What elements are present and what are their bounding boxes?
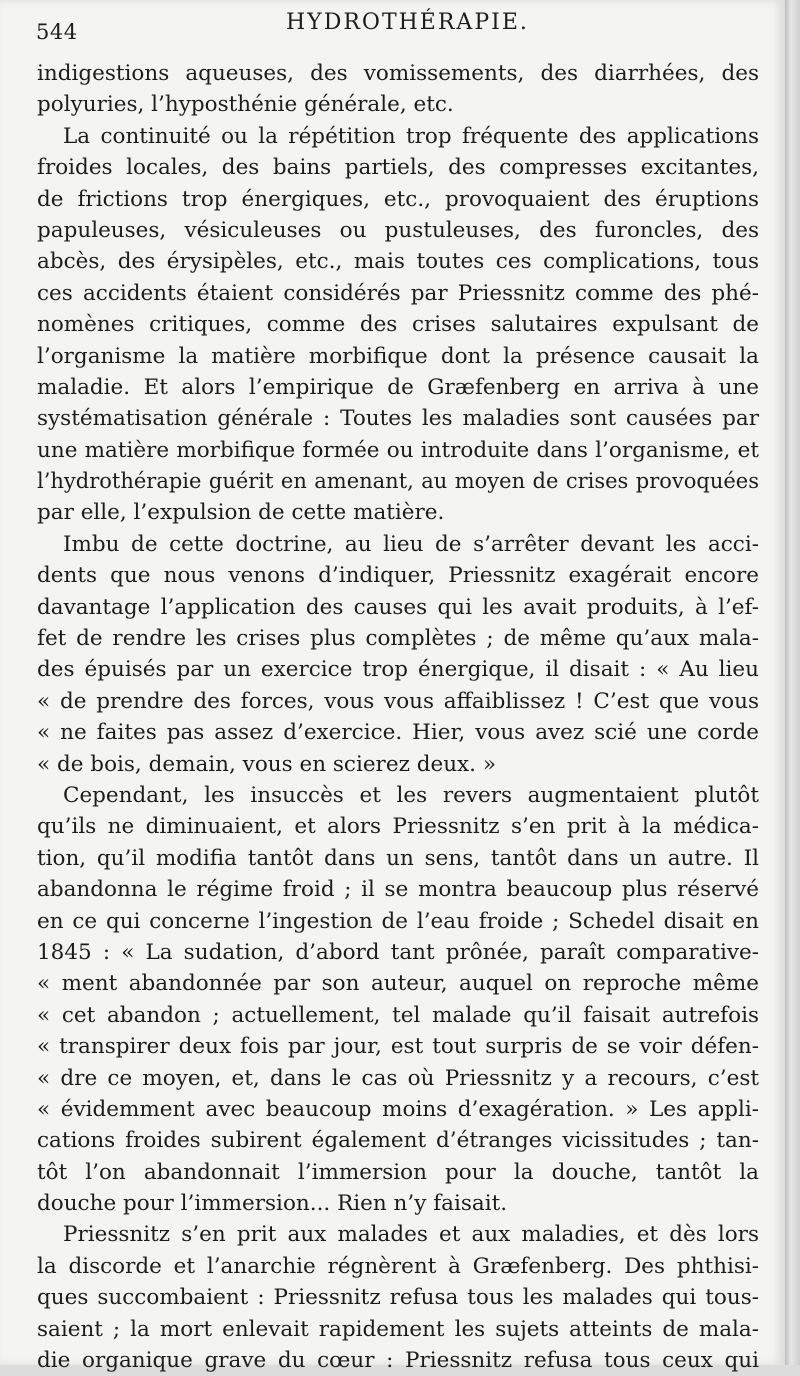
text-line: cations froides subirent également d’étranges vicissitudes ; tan- [37, 1128, 759, 1154]
text-line: 1845 : « La sudation, d’abord tant prônée, paraît comparative- [37, 939, 759, 965]
page-edge [785, 0, 800, 1365]
text-line: La continuité ou la répétition trop fréquente des applications [63, 123, 759, 149]
text-line: en ce qui concerne l’ingestion de l’eau froide ; Schedel disait en [37, 908, 759, 934]
text-line: saient ; la mort enlevait rapidement les sujets atteints de mala- [37, 1316, 759, 1342]
running-head [36, 10, 766, 44]
text-line: systématisation générale : Toutes les maladies sont causées par [37, 406, 759, 432]
running-title: HYDROTHÉRAPIE. [286, 10, 529, 35]
text-line: davantage l’application des causes qui les avait produits, à l’ef- [37, 594, 759, 620]
text-line: une matière morbifique formée ou introduite dans l’organisme, et [37, 437, 759, 463]
text-line: par elle, l’expulsion de cette matière. [37, 500, 445, 526]
text-line: « de prendre des forces, vous vous affaiblissez ! C’est que vous [37, 688, 759, 714]
text-line: papuleuses, vésiculeuses ou pustuleuses, des furoncles, des [37, 217, 759, 243]
text-line: dents que nous venons d’indiquer, Priessnitz exagérait encore [37, 563, 759, 589]
text-line: « transpirer deux fois par jour, est tout surpris de se voir défen- [37, 1034, 759, 1060]
text-line: fet de rendre les crises plus complètes ; de même qu’aux mala- [37, 626, 759, 652]
text-line: froides locales, des bains partiels, des compresses excitantes, [37, 155, 759, 181]
text-line: des épuisés par un exercice trop énergique, il disait : « Au lieu [37, 657, 759, 683]
text-line: « cet abandon ; actuellement, tel malade qu’il faisait autrefois [37, 1002, 759, 1028]
text-line: maladie. Et alors l’empirique de Græfenberg en arriva à une [37, 374, 759, 400]
text-line: l’hydrothérapie guérit en amenant, au moyen de crises provoquées [37, 469, 759, 494]
text-line: Imbu de cette doctrine, au lieu de s’arrêter devant les acci- [63, 531, 759, 557]
text-line: Cependant, les insuccès et les revers augmentaient plutôt [63, 782, 759, 808]
text-line: « ne faites pas assez d’exercice. Hier, vous avez scié une corde [37, 720, 759, 746]
text-line: Priessnitz s’en prit aux malades et aux maladies, et dès lors [63, 1222, 759, 1248]
text-line: douche pour l’immersion... Rien n’y faisait. [37, 1191, 508, 1217]
text-line: abandonna le régime froid ; il se montra beaucoup plus réservé [37, 877, 759, 903]
text-line: die organique grave du cœur : Priessnitz refusa tous ceux qui [37, 1348, 759, 1374]
text-line: ques succombaient : Priessnitz refusa tous les malades qui tous- [37, 1285, 759, 1311]
text-line: la discorde et l’anarchie régnèrent à Græfenberg. Des phthisi- [37, 1253, 759, 1279]
text-line: « évidemment avec beaucoup moins d’exagération. » Les appli- [37, 1096, 759, 1122]
text-line: tôt l’on abandonnait l’immersion pour la douche, tantôt la [37, 1159, 759, 1185]
text-line: « dre ce moyen, et, dans le cas où Priessnitz y a recours, c’est [37, 1065, 759, 1091]
text-line: abcès, des érysipèles, etc., mais toutes ces complications, tous [37, 249, 759, 275]
text-line: « de bois, demain, vous en scierez deux. » [37, 751, 497, 777]
text-line: tion, qu’il modifia tantôt dans un sens, tantôt dans un autre. Il [37, 845, 759, 871]
body-text [37, 58, 759, 1376]
text-line: l’organisme la matière morbifique dont la présence causait la [37, 343, 759, 369]
text-line: polyuries, l’hyposthénie générale, etc. [37, 92, 454, 118]
text-line: qu’ils ne diminuaient, et alors Priessnitz s’en prit à la médica- [37, 814, 759, 840]
text-line: de frictions trop énergiques, etc., provoquaient des éruptions [37, 186, 759, 212]
page-number: 544 [36, 20, 78, 44]
text-line: « ment abandonnée par son auteur, auquel on reproche même [37, 971, 759, 997]
text-line: nomènes critiques, comme des crises salutaires expulsant de [37, 312, 759, 338]
text-line: ces accidents étaient considérés par Priessnitz comme des phé- [37, 280, 759, 306]
text-line: indigestions aqueuses, des vomissements, des diarrhées, des [37, 61, 759, 86]
